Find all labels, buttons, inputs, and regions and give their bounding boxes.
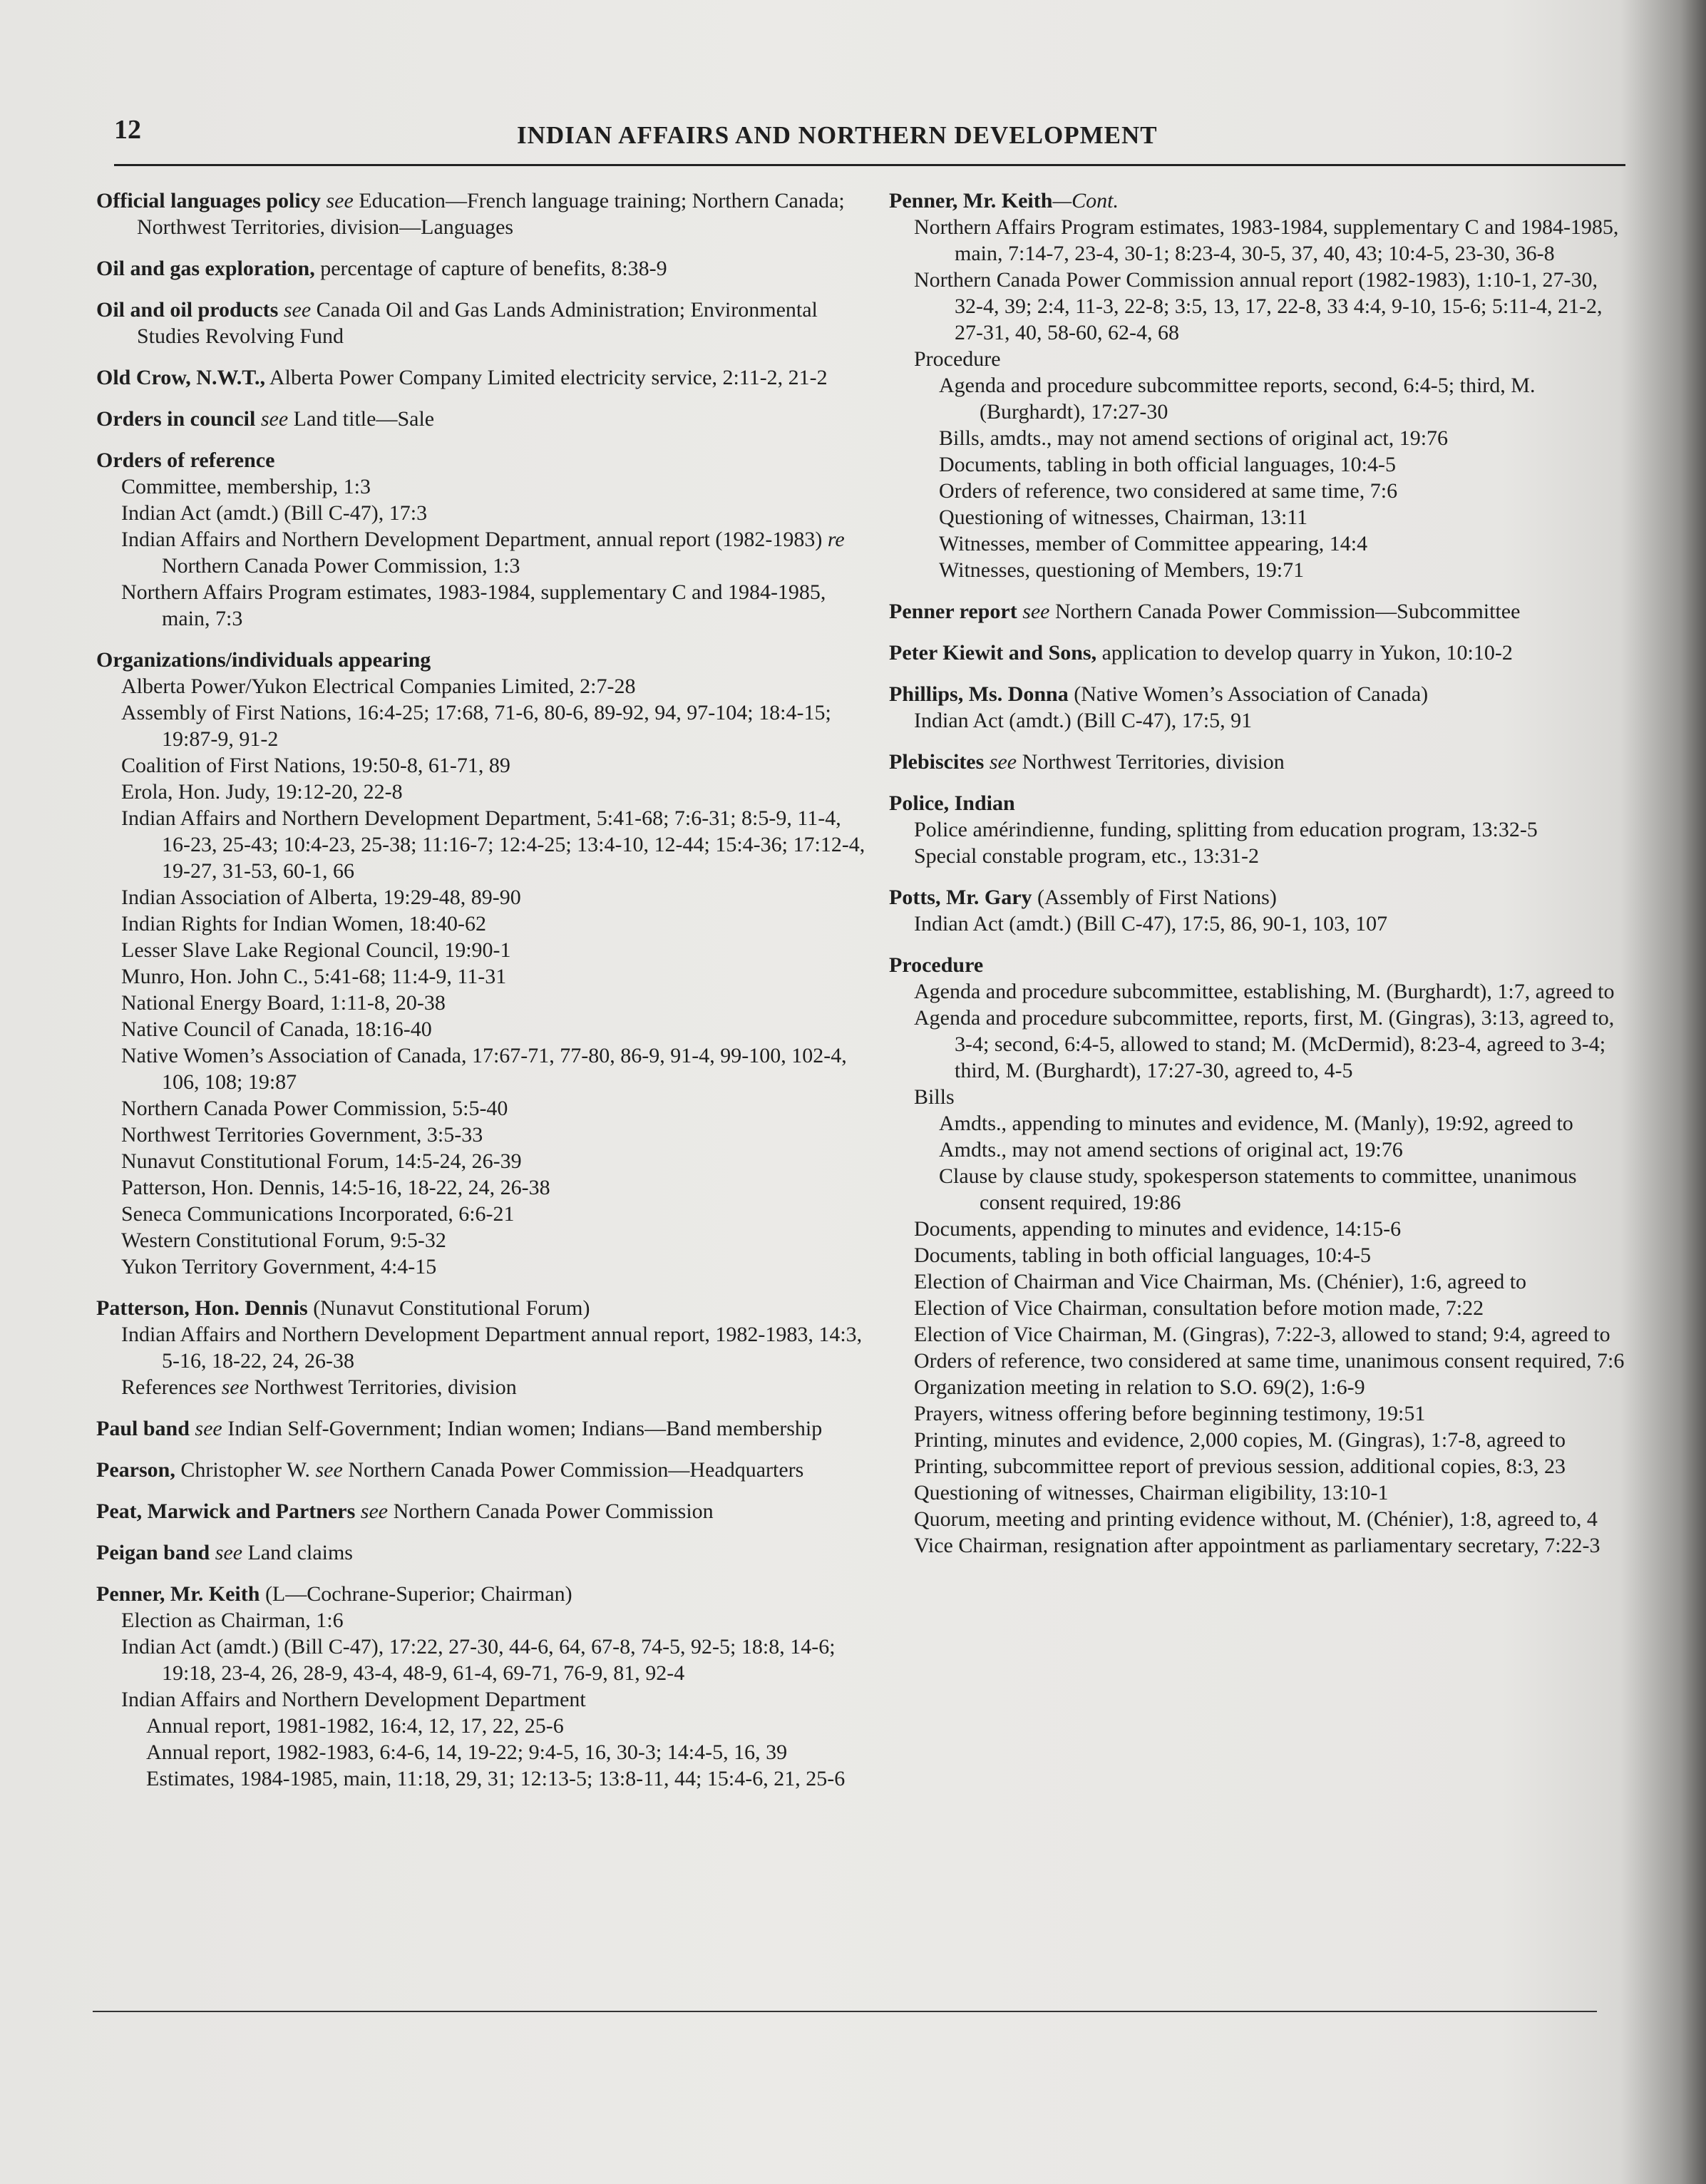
entry-text: Indian Act (amdt.) (Bill C-47), 17:5, 91 <box>914 709 1253 732</box>
index-subentry <box>96 1201 873 1227</box>
heading-text: Paul band <box>96 1417 190 1440</box>
index-heading <box>96 1457 873 1483</box>
heading-text: Oil and oil products <box>96 298 279 322</box>
entry-text: Quorum, meeting and printing evidence without, M. (Chénier), 1:8, agreed to, 4 <box>914 1507 1598 1531</box>
entry-text: (Native Women’s Association of Canada) <box>1068 682 1429 706</box>
entry-text: Estimates, 1984-1985, main, 11:18, 29, 31; 12:13-5; 13:8-11, 44; 15:4-6, 21, 25-6 <box>146 1767 846 1790</box>
index-subentry <box>889 1321 1630 1348</box>
index-subentry <box>96 1713 873 1739</box>
index-heading <box>96 188 873 240</box>
index-subentry <box>96 1321 873 1374</box>
index-entry <box>96 1498 873 1524</box>
index-entry <box>889 884 1630 937</box>
index-subentry <box>96 1739 873 1765</box>
index-entry <box>96 1539 873 1566</box>
index-subentry <box>96 673 873 699</box>
entry-text: Committee, membership, 1:3 <box>121 475 371 498</box>
footer-rule <box>93 2011 1597 2012</box>
index-subentry <box>96 1254 873 1280</box>
index-subentry <box>889 425 1630 451</box>
entry-text: Nunavut Constitutional Forum, 14:5-24, 26-39 <box>121 1149 522 1173</box>
entry-text: Vice Chairman, resignation after appointment as parliamentary secretary, 7:22-3 <box>914 1534 1600 1557</box>
index-entry <box>96 364 873 391</box>
index-subentry <box>96 1122 873 1148</box>
index-subentry <box>96 526 873 579</box>
index-entry <box>96 1457 873 1483</box>
entry-text: Documents, tabling in both official languages, 10:4-5 <box>914 1244 1371 1267</box>
entry-text: Witnesses, member of Committee appearing, 14:4 <box>939 532 1368 555</box>
entry-text: Election of Vice Chairman, M. (Gingras), 7:22-3, allowed to stand; 9:4, agreed to <box>914 1323 1610 1346</box>
page-header <box>114 114 1625 157</box>
index-heading <box>96 447 873 473</box>
index-subentry <box>96 779 873 805</box>
index-subentry <box>889 1348 1630 1374</box>
entry-text: Northern Canada Power Commission <box>388 1499 714 1523</box>
entry-text: Amdts., may not amend sections of original act, 19:76 <box>939 1138 1403 1162</box>
entry-text: Indian Affairs and Northern Development Department, 5:41-68; 7:6-31; 8:5-9, 11-4, 16-23, 25-43; 10:4-23, 25-38; 11:16-7; 12:4-25; 13:4-10, 12-44; 15:4-36; 17:12-4, 19-27, 31-53, 60-1, 66 <box>121 806 865 883</box>
index-heading <box>96 1498 873 1524</box>
entry-text: Christopher W. <box>175 1458 316 1482</box>
index-subentry <box>889 1242 1630 1268</box>
index-subentry <box>96 1227 873 1254</box>
entry-text: Indian Affairs and Northern Development Department annual report, 1982-1983, 14:3, 5-16, 18-22, 24, 26-38 <box>121 1323 863 1373</box>
index-subentry <box>96 1174 873 1201</box>
index-subentry <box>889 816 1630 843</box>
heading-text: Penner, Mr. Keith <box>889 189 1053 212</box>
cross-ref-text: see <box>255 407 289 431</box>
header-rule <box>114 164 1625 166</box>
entry-text: Northern Affairs Program estimates, 1983-1984, supplementary C and 1984-1985, main, 7:3 <box>121 580 826 630</box>
index-entry <box>96 188 873 240</box>
entry-text: Yukon Territory Government, 4:4-15 <box>121 1255 437 1278</box>
cross-ref-text: see <box>321 189 354 212</box>
index-entry <box>889 749 1630 775</box>
index-subentry <box>889 1268 1630 1295</box>
entry-text: (Assembly of First Nations) <box>1032 886 1277 909</box>
index-heading <box>96 1539 873 1566</box>
entry-text: Questioning of witnesses, Chairman eligibility, 13:10-1 <box>914 1481 1389 1504</box>
index-entry <box>889 681 1630 734</box>
entry-text: Western Constitutional Forum, 9:5-32 <box>121 1229 446 1252</box>
entry-text: Northwest Territories, division <box>249 1375 517 1399</box>
heading-text: Oil and gas exploration, <box>96 257 315 280</box>
entry-text: Seneca Communications Incorporated, 6:6-21 <box>121 1202 515 1226</box>
entry-text: Election as Chairman, 1:6 <box>121 1609 344 1632</box>
heading-text: Organizations/individuals appearing <box>96 648 431 672</box>
entry-text: Indian Association of Alberta, 19:29-48, 89-90 <box>121 886 521 909</box>
index-heading <box>889 952 1630 978</box>
index-subentry <box>96 963 873 990</box>
entry-text: Land title—Sale <box>288 407 435 431</box>
index-heading <box>889 188 1630 214</box>
index-subentry <box>889 1084 1630 1110</box>
entry-text: Election of Chairman and Vice Chairman, Ms. (Chénier), 1:6, agreed to <box>914 1270 1527 1293</box>
index-entry <box>889 952 1630 1559</box>
entry-text: Northern Canada Power Commission, 1:3 <box>162 554 520 578</box>
entry-text: Prayers, witness offering before beginning testimony, 19:51 <box>914 1402 1426 1425</box>
entry-text: Coalition of First Nations, 19:50-8, 61-71, 89 <box>121 754 510 777</box>
heading-text: Phillips, Ms. Donna <box>889 682 1069 706</box>
entry-text: Indian Act (amdt.) (Bill C-47), 17:3 <box>121 501 428 525</box>
index-entry <box>96 1295 873 1400</box>
entry-text: Printing, subcommittee report of previous session, additional copies, 8:3, 23 <box>914 1455 1566 1478</box>
entry-text: Indian Affairs and Northern Development Department <box>121 1688 586 1711</box>
index-subentry <box>889 707 1630 734</box>
entry-text: Orders of reference, two considered at same time, 7:6 <box>939 479 1398 503</box>
entry-text: Documents, tabling in both official languages, 10:4-5 <box>939 453 1396 476</box>
index-subentry <box>889 1005 1630 1084</box>
cross-ref-text: re <box>827 528 845 551</box>
heading-text: Official languages policy <box>96 189 321 212</box>
heading-text: Potts, Mr. Gary <box>889 886 1032 909</box>
entry-text: Printing, minutes and evidence, 2,000 copies, M. (Gingras), 1:7-8, agreed to <box>914 1428 1566 1452</box>
entry-text: Amdts., appending to minutes and evidence, M. (Manly), 19:92, agreed to <box>939 1112 1573 1135</box>
index-entry <box>96 447 873 632</box>
entry-text: Native Council of Canada, 18:16-40 <box>121 1017 432 1041</box>
index-subentry <box>889 1506 1630 1532</box>
index-heading <box>96 1415 873 1442</box>
entry-text: Alberta Power/Yukon Electrical Companies Limited, 2:7-28 <box>121 675 636 698</box>
cross-ref-text: see <box>210 1541 243 1564</box>
index-heading <box>96 297 873 349</box>
index-subentry <box>889 1295 1630 1321</box>
entry-text: Annual report, 1981-1982, 16:4, 12, 17, 22, 25-6 <box>146 1714 564 1738</box>
cross-ref-text: see <box>355 1499 389 1523</box>
entry-text: Canada Oil and Gas Lands Administration; Environmental Studies Revolving Fund <box>137 298 818 348</box>
index-subentry <box>889 1453 1630 1480</box>
entry-text: Indian Affairs and Northern Development Department, annual report (1982-1983) <box>121 528 828 551</box>
index-subentry <box>889 1480 1630 1506</box>
index-subentry <box>96 1607 873 1634</box>
index-subentry <box>889 504 1630 530</box>
heading-text: Police, Indian <box>889 791 1015 815</box>
index-heading <box>96 364 873 391</box>
index-entry <box>96 647 873 1280</box>
index-heading <box>889 640 1630 666</box>
entry-text: (L—Cochrane-Superior; Chairman) <box>260 1582 572 1606</box>
index-subentry <box>889 1374 1630 1400</box>
index-heading <box>889 749 1630 775</box>
cross-ref-text: see <box>189 1417 222 1440</box>
index-entry <box>96 406 873 432</box>
index-subentry <box>889 530 1630 557</box>
index-subentry <box>96 473 873 500</box>
index-subentry <box>96 990 873 1016</box>
index-heading <box>96 1581 873 1607</box>
entry-text: Lesser Slave Lake Regional Council, 19:90-1 <box>121 938 511 962</box>
index-subentry <box>96 937 873 963</box>
entry-text: Erola, Hon. Judy, 19:12-20, 22-8 <box>121 780 403 804</box>
cross-ref-text: —Cont. <box>1052 189 1119 212</box>
index-subentry <box>96 911 873 937</box>
entry-text: Northern Canada Power Commission—Subcommittee <box>1049 600 1521 623</box>
entry-text: Indian Self-Government; Indian women; Indians—Band membership <box>222 1417 823 1440</box>
index-entry <box>96 297 873 349</box>
index-subentry <box>889 346 1630 372</box>
entry-text: Alberta Power Company Limited electricity service, 2:11-2, 21-2 <box>265 366 828 389</box>
index-heading <box>96 647 873 673</box>
index-subentry <box>96 579 873 632</box>
index-subentry <box>96 1634 873 1686</box>
entry-text: References <box>121 1375 222 1399</box>
entry-text: Northern Canada Power Commission annual report (1982-1983), 1:10-1, 27-30, 32-4, 39; 2:4, 11-3, 22-8; 3:5, 13, 17, 22-8, 33 4:4, 9-10, 15-6; 5:11-4, 21-2, 27-31, 40, 58-60, 62-4, 68 <box>914 268 1603 344</box>
index-subentry <box>96 1148 873 1174</box>
cross-ref-text: see <box>984 750 1017 774</box>
index-subentry <box>96 699 873 752</box>
index-entry <box>889 790 1630 869</box>
index-subentry <box>889 1427 1630 1453</box>
entry-text: Procedure <box>914 347 1001 371</box>
entry-text: Questioning of witnesses, Chairman, 13:11 <box>939 506 1308 529</box>
heading-text: Old Crow, N.W.T., <box>96 366 265 389</box>
index-entry <box>96 1415 873 1442</box>
index-subentry <box>889 1532 1630 1559</box>
left-column <box>96 188 873 1807</box>
heading-text: Penner report <box>889 600 1017 623</box>
cross-ref-text: see <box>221 1375 250 1399</box>
entry-text: Indian Act (amdt.) (Bill C-47), 17:5, 86, 90-1, 103, 107 <box>914 912 1388 935</box>
entry-text: application to develop quarry in Yukon, 10:10-2 <box>1096 641 1513 665</box>
entry-text: Northwest Territories, division <box>1017 750 1285 774</box>
entry-text: Police amérindienne, funding, splitting from education program, 13:32-5 <box>914 818 1538 841</box>
index-subentry <box>889 557 1630 583</box>
index-entry <box>96 255 873 282</box>
index-entry <box>96 1581 873 1792</box>
entry-text: Northern Affairs Program estimates, 1983-1984, supplementary C and 1984-1985, main, 7:14-7, 23-4, 30-1; 8:23-4, 30-5, 37, 40, 43; 10:4-5, 23-30, 36-8 <box>914 215 1619 265</box>
heading-text: Orders of reference <box>96 448 275 472</box>
heading-text: Peat, Marwick and Partners <box>96 1499 356 1523</box>
entry-text: Assembly of First Nations, 16:4-25; 17:68, 71-6, 80-6, 89-92, 94, 97-104; 18:4-15; 19:87-9, 91-2 <box>121 701 831 751</box>
index-subentry <box>889 911 1630 937</box>
index-subentry <box>96 1686 873 1713</box>
entry-text: Indian Rights for Indian Women, 18:40-62 <box>121 912 486 935</box>
index-subentry <box>96 1042 873 1095</box>
entry-text: Munro, Hon. John C., 5:41-68; 11:4-9, 11-31 <box>121 965 507 988</box>
entry-text: Orders of reference, two considered at same time, unanimous consent required, 7:6 <box>914 1349 1625 1373</box>
cross-ref-text: see <box>278 298 312 322</box>
index-subentry <box>889 1137 1630 1163</box>
index-subentry <box>889 451 1630 478</box>
index-subentry <box>96 884 873 911</box>
index-subentry <box>889 843 1630 869</box>
index-subentry <box>889 1216 1630 1242</box>
index-heading <box>96 1295 873 1321</box>
index-subentry <box>96 752 873 779</box>
index-entry <box>889 598 1630 625</box>
index-subentry <box>96 1765 873 1792</box>
running-title: INDIAN AFFAIRS AND NORTHERN DEVELOPMENT <box>517 121 1158 149</box>
heading-text: Patterson, Hon. Dennis <box>96 1296 308 1320</box>
entry-text: Indian Act (amdt.) (Bill C-47), 17:22, 27-30, 44-6, 64, 67-8, 74-5, 92-5; 18:8, 14-6; 19:18, 23-4, 26, 28-9, 43-4, 48-9, 61-4, 69-71, 76-9, 81, 92-4 <box>121 1635 836 1685</box>
entry-text: Northwest Territories Government, 3:5-33 <box>121 1123 483 1147</box>
index-subentry <box>889 214 1630 267</box>
index-subentry <box>889 1163 1630 1216</box>
entry-text: Agenda and procedure subcommittee, reports, first, M. (Gingras), 3:13, agreed to, 3-4; second, 6:4-5, allowed to stand; M. (McDermid), 8:23-4, agreed to 3-4; third, M. (Burghardt), 17:27-30, agreed to, 4-5 <box>914 1006 1615 1082</box>
index-subentry <box>96 1374 873 1400</box>
index-subentry <box>96 805 873 884</box>
index-subentry <box>889 1110 1630 1137</box>
entry-text: Bills <box>914 1085 955 1109</box>
entry-text: Education—French language training; Northern Canada; Northwest Territories, division—Languages <box>137 189 845 239</box>
index-heading <box>889 681 1630 707</box>
entry-text: Bills, amdts., may not amend sections of original act, 19:76 <box>939 426 1449 450</box>
index-heading <box>889 598 1630 625</box>
heading-text: Orders in council <box>96 407 256 431</box>
heading-text: Peigan band <box>96 1541 210 1564</box>
entry-text: Land claims <box>242 1541 353 1564</box>
index-entry <box>889 640 1630 666</box>
heading-text: Penner, Mr. Keith <box>96 1582 260 1606</box>
entry-text: Agenda and procedure subcommittee reports, second, 6:4-5; third, M. (Burghardt), 17:27-30 <box>939 374 1536 424</box>
entry-text: Special constable program, etc., 13:31-2 <box>914 844 1260 868</box>
entry-text: Documents, appending to minutes and evidence, 14:15-6 <box>914 1217 1402 1241</box>
index-heading <box>96 255 873 282</box>
entry-text: Annual report, 1982-1983, 6:4-6, 14, 19-22; 9:4-5, 16, 30-3; 14:4-5, 16, 39 <box>146 1740 788 1764</box>
heading-text: Procedure <box>889 953 984 977</box>
entry-text: Clause by clause study, spokesperson statements to committee, unanimous consent required, 19:86 <box>939 1164 1577 1214</box>
index-subentry <box>96 1016 873 1042</box>
right-column <box>889 188 1630 1574</box>
cross-ref-text: see <box>1017 600 1050 623</box>
entry-text: percentage of capture of benefits, 8:38-9 <box>314 257 667 280</box>
entry-text: Northern Canada Power Commission, 5:5-40 <box>121 1097 508 1120</box>
index-subentry <box>889 267 1630 346</box>
entry-text: (Nunavut Constitutional Forum) <box>307 1296 590 1320</box>
entry-text: Witnesses, questioning of Members, 19:71 <box>939 558 1305 582</box>
entry-text: Patterson, Hon. Dennis, 14:5-16, 18-22, 24, 26-38 <box>121 1176 550 1199</box>
index-subentry <box>96 500 873 526</box>
index-subentry <box>889 372 1630 425</box>
heading-text: Peter Kiewit and Sons, <box>889 641 1097 665</box>
index-entry <box>889 188 1630 583</box>
index-heading <box>96 406 873 432</box>
heading-text: Plebiscites <box>889 750 985 774</box>
index-subentry <box>96 1095 873 1122</box>
index-subentry <box>889 478 1630 504</box>
index-heading <box>889 790 1630 816</box>
page-number: 12 <box>114 115 141 145</box>
entry-text: Organization meeting in relation to S.O. 69(2), 1:6-9 <box>914 1375 1365 1399</box>
entry-text: Agenda and procedure subcommittee, establishing, M. (Burghardt), 1:7, agreed to <box>914 980 1615 1003</box>
entry-text: Native Women’s Association of Canada, 17:67-71, 77-80, 86-9, 91-4, 99-100, 102-4, 106, 108; 19:87 <box>121 1044 847 1094</box>
index-subentry <box>889 1400 1630 1427</box>
heading-text: Pearson, <box>96 1458 175 1482</box>
index-subentry <box>889 978 1630 1005</box>
index-heading <box>889 884 1630 911</box>
entry-text: Election of Vice Chairman, consultation before motion made, 7:22 <box>914 1296 1484 1320</box>
cross-ref-text: see <box>315 1458 343 1482</box>
entry-text: National Energy Board, 1:11-8, 20-38 <box>121 991 446 1015</box>
entry-text: Northern Canada Power Commission—Headquarters <box>342 1458 804 1482</box>
